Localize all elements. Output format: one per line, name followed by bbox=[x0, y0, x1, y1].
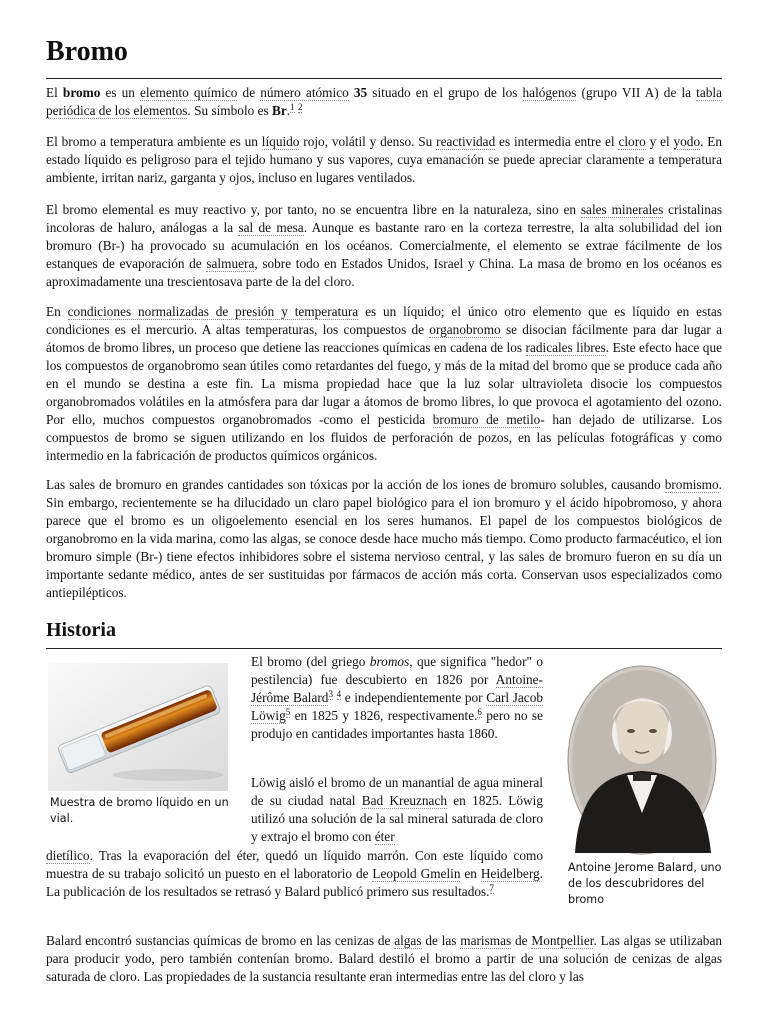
link-halogenos[interactable]: halógenos bbox=[522, 85, 577, 100]
link-montpellier[interactable]: Montpellier bbox=[531, 933, 594, 948]
figure-balard-portrait bbox=[565, 663, 720, 857]
link-reactividad[interactable]: reactividad bbox=[436, 134, 496, 149]
link-yodo[interactable]: yodo bbox=[673, 134, 701, 149]
link-marismas[interactable]: marismas bbox=[460, 933, 512, 948]
figure-caption-vial: Muestra de bromo líquido en un vial. bbox=[50, 796, 229, 825]
paragraph-liquido: El bromo a temperatura ambiente es un líquido rojo, volátil y denso. Su reactividad es intermedia entre el cloro y el yodo. En estado líquido es peligroso para el tejido humano y sus vapores, cuya emanación se puede apreciar claramente a temperatura ambiente, irritan nariz, garganta y ojos, incluso en lugares ventilados. bbox=[46, 134, 723, 185]
link-sal-de-mesa[interactable]: sal de mesa bbox=[238, 220, 304, 235]
paragraph-historia-lowig: Löwig aisló el bromo de un manantial de agua mineral de su ciudad natal Bad Kreuznach en 1825. Löwig utilizó una solución de la sal mineral saturada de cloro y extrajo el bromo con éter bbox=[251, 775, 543, 844]
link-heidelberg[interactable]: Heidelberg bbox=[480, 866, 540, 881]
paragraph-naturaleza: El bromo elemental es muy reactivo y, por tanto, no se encuentra libre en la naturaleza, sino en sales minerales cristalinas incoloras de haluro, análogas a la sal de mesa. Aunque es bastante raro en la corteza terrestre, la alta solubilidad del ion bromuro (Br-) ha provocado su acumulación en los océanos. Comercialmente, el elemento se extrae fácilmente de los estanques de evaporación de salmuera, sobre todo en Estados Unidos, Israel y China. La masa de bromo en los océanos es aproximadamente una trescientosava parte de la del cloro. bbox=[46, 202, 723, 289]
link-salmuera[interactable]: salmuera bbox=[206, 256, 255, 271]
link-radicales-libres[interactable]: radicales libres bbox=[525, 340, 606, 355]
ref-1[interactable]: 1 bbox=[290, 101, 295, 112]
figure-bromine-vial bbox=[48, 663, 228, 791]
link-eter[interactable]: éter bbox=[374, 829, 395, 844]
paragraph-condiciones: En condiciones normalizadas de presión y temperatura es un líquido; el único otro elemento que es líquido en estas condiciones es el mercurio. A altas temperaturas, los compuestos de organobromo se disocian fácilmente para dar lugar a átomos de bromo libres, un proceso que detiene las reacciones químicas en cadena de los radicales libres. Este efecto hace que los compuestos de organobromo sean útiles como retardantes del fuego, y más de la mitad del bromo que se produce cada año en el mundo se destina a este fin. La misma propiedad hace que la luz solar ultravioleta disocie los compuestos organobromados volátiles en la atmósfera para dar lugar a átomos de bromo libres, lo que provoca el agotamiento del ozono. Por ello, muchos compuestos organobromados -como el pesticida bromuro de metilo- han dejado de utilizarse. Los compuestos de bromo se siguen utilizando en los fluidos de perforación de pozos, en las películas fotográficas y como intermedio en la fabricación de productos químicos orgánicos. bbox=[46, 304, 722, 463]
ref-7[interactable]: 7 bbox=[489, 882, 494, 893]
link-bad-kreuznach[interactable]: Bad Kreuznach bbox=[361, 793, 448, 808]
paragraph-historia-descubrimiento: El bromo (del griego bromos, que significa "hedor" o pestilencia) fue descubierto en 1826 por Antoine-Jérôme Balard$^3$ $^4$ e independientemente por Carl Jacob Löwig$^5$ en 1825 y 1826, respectivamente.$^6$ pero no se produjo en cantidades importantes hasta 1860. bbox=[251, 654, 543, 741]
ref-6[interactable]: 6 bbox=[477, 706, 482, 717]
link-leopold-gmelin[interactable]: Leopold Gmelin bbox=[372, 866, 461, 881]
balard-portrait-image[interactable] bbox=[565, 663, 720, 857]
section-divider bbox=[46, 648, 722, 649]
ref-2[interactable]: 2 bbox=[297, 101, 303, 112]
link-bromismo[interactable]: bromismo bbox=[664, 477, 719, 492]
link-numero-atomico[interactable]: número atómico bbox=[260, 85, 349, 100]
paragraph-intro: El bromo es un elemento químico de número atómico 35 situado en el grupo de los halógenos (grupo VII A) de la tabla periódica de los elementos. Su símbolo es Br.$^1$ $^2$ bbox=[46, 85, 722, 118]
link-organobromo[interactable]: organobromo bbox=[429, 322, 501, 337]
link-carl-jacob-lowig[interactable]: Carl Jacob Löwig bbox=[251, 690, 543, 723]
link-condiciones-normalizadas[interactable]: condiciones normalizadas de presión y temperatura bbox=[67, 304, 359, 319]
bromine-vial-image[interactable] bbox=[48, 663, 228, 791]
section-heading-historia: Historia bbox=[46, 619, 116, 641]
ref-4[interactable]: 4 bbox=[336, 688, 342, 699]
link-cloro[interactable]: cloro bbox=[618, 134, 646, 149]
link-bromuro-de-metilo[interactable]: bromuro de metilo bbox=[432, 412, 541, 427]
ref-5[interactable]: 5 bbox=[285, 706, 291, 717]
page-title: Bromo bbox=[46, 36, 128, 67]
paragraph-historia-lowig-cont: dietílico. Tras la evaporación del éter, quedó un líquido marrón. Con este líquido como muestra de su trabajo solicitó un puesto en el laboratorio de Leopold Gmelin en Heidelberg. La publicación de los resultados se retrasó y Balard publicó primero sus resultados.$^7$ bbox=[46, 848, 543, 899]
paragraph-historia-balard: Balard encontró sustancias químicas de bromo en las cenizas de algas de las marismas de Montpellier. Las algas se utilizaban para producir yodo, pero también contenían bromo. Balard destiló el bromo a partir de una solución de cenizas de algas saturada de cloro. Las propiedades de la sustancia resultante eran intermedias entre las del cloro y las bbox=[46, 933, 723, 984]
link-tabla-periodica[interactable]: tabla periódica de los elementos bbox=[46, 85, 722, 118]
link-sales-minerales[interactable]: sales minerales bbox=[580, 202, 664, 217]
link-liquido[interactable]: líquido bbox=[261, 134, 300, 149]
paragraph-sales-bromuro: Las sales de bromuro en grandes cantidades son tóxicas por la acción de los iones de bromuro solubles, causando bromismo. Sin embargo, recientemente se ha dilucidado un claro papel biológico para el ion bromuro y el ácido hipobromoso, y ahora parece que el bromo es un oligoelemento esencial en los seres humanos. El papel de los compuestos biológicos de organobromo en la vida marina, como las algas, se conoce desde hace mucho más tiempo. Como producto farmacéutico, el ion bromuro simple (Br-) tiene efectos inhibidores sobre el sistema nervioso central, y las sales de bromuro fueron en su día un importante sedante médico, antes de ser sustituidas por fármacos de acción más corta. Conservan usos especializados como antiepilépticos. bbox=[46, 477, 722, 600]
link-antoine-jerome-balard[interactable]: Antoine-Jérôme Balard bbox=[251, 672, 543, 705]
ref-3[interactable]: 3 bbox=[328, 688, 333, 699]
title-divider bbox=[46, 78, 722, 79]
figure-caption-balard: Antoine Jerome Balard, uno de los descubridores del bromo bbox=[568, 861, 722, 906]
link-algas[interactable]: algas bbox=[394, 933, 422, 948]
link-dietilico[interactable]: dietílico bbox=[46, 848, 90, 863]
link-elemento-quimico[interactable]: elemento químico bbox=[140, 85, 238, 100]
